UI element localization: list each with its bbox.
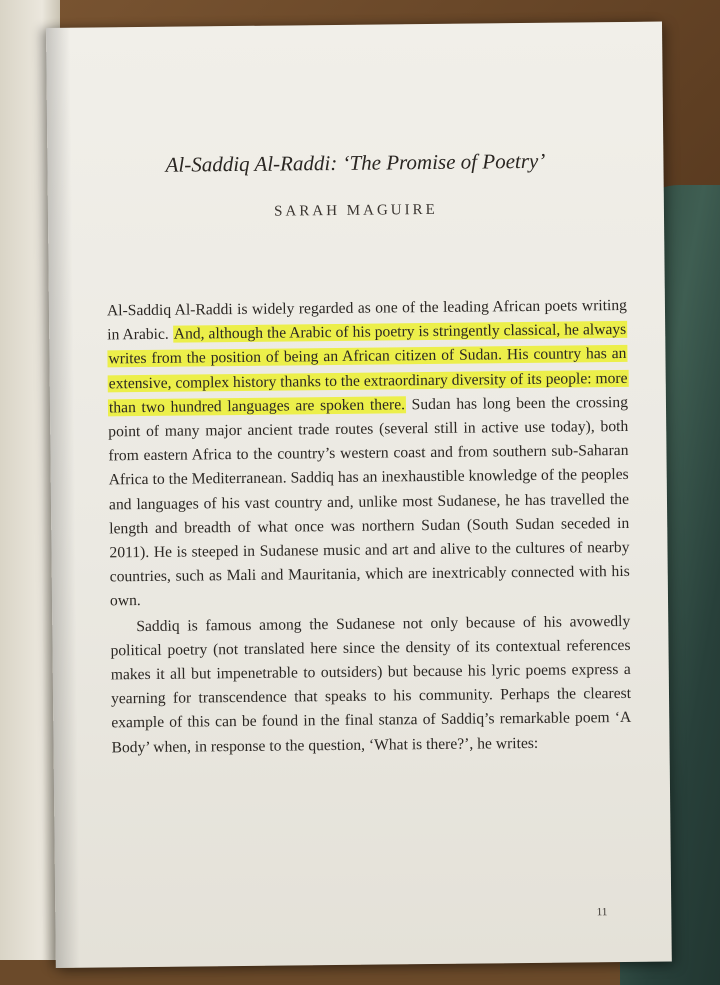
paragraph-1-intro: Al-Saddiq Al-Raddi is widely regarded as one of the leading African poets writing in Arabic. <box>106 296 628 344</box>
author-name: SARAH MAGUIRE <box>274 201 438 220</box>
paragraph-1 <box>107 294 630 614</box>
book-page <box>46 22 672 968</box>
page-number: 11 <box>596 906 608 919</box>
paragraph-2: Saddiq is famous among the Sudanese not only because of his avowedly political poetry (not translated here since the density of its contextual references makes it all but impenetrable to outsiders) but because his lyric poems express a yearning for transcendence that speaks to his community. Perhaps the clearest example of this can be found in the final stanza of Saddiq’s remarkable poem ‘A Body’ when, in response to the question, ‘What is there?’, he writes: <box>110 612 632 757</box>
highlighted-passage: And, although the Arabic of his poetry is stringently classical, he always writes from the position of being an African citizen of Sudan. His country has an extensive, complex history thanks to the extraordinary diversity of its people: more than two hundred languages are spoken there. <box>108 321 628 417</box>
chapter-title: Al-Saddiq Al-Raddi: ‘The Promise of Poetry’ <box>165 148 546 177</box>
paragraph-1-rest: Sudan has long been the crossing point of many major ancient trade routes (several still in active use today), both from eastern Africa to the country’s western coast and from southern sub-Saharan Africa to the Mediterranean. Saddiq has an inexhaustible knowledge of the peoples and languages of his vast country and, unlike most Sudanese, he has travelled the length and breadth of what once was northern Sudan (South Sudan seceded in 2011). He is steeped in Sudanese music and art and alive to the cultures of nearby countries, such as Mali and Mauritania, which are inextricably connected with his own. <box>108 393 630 610</box>
body-text <box>107 294 632 760</box>
